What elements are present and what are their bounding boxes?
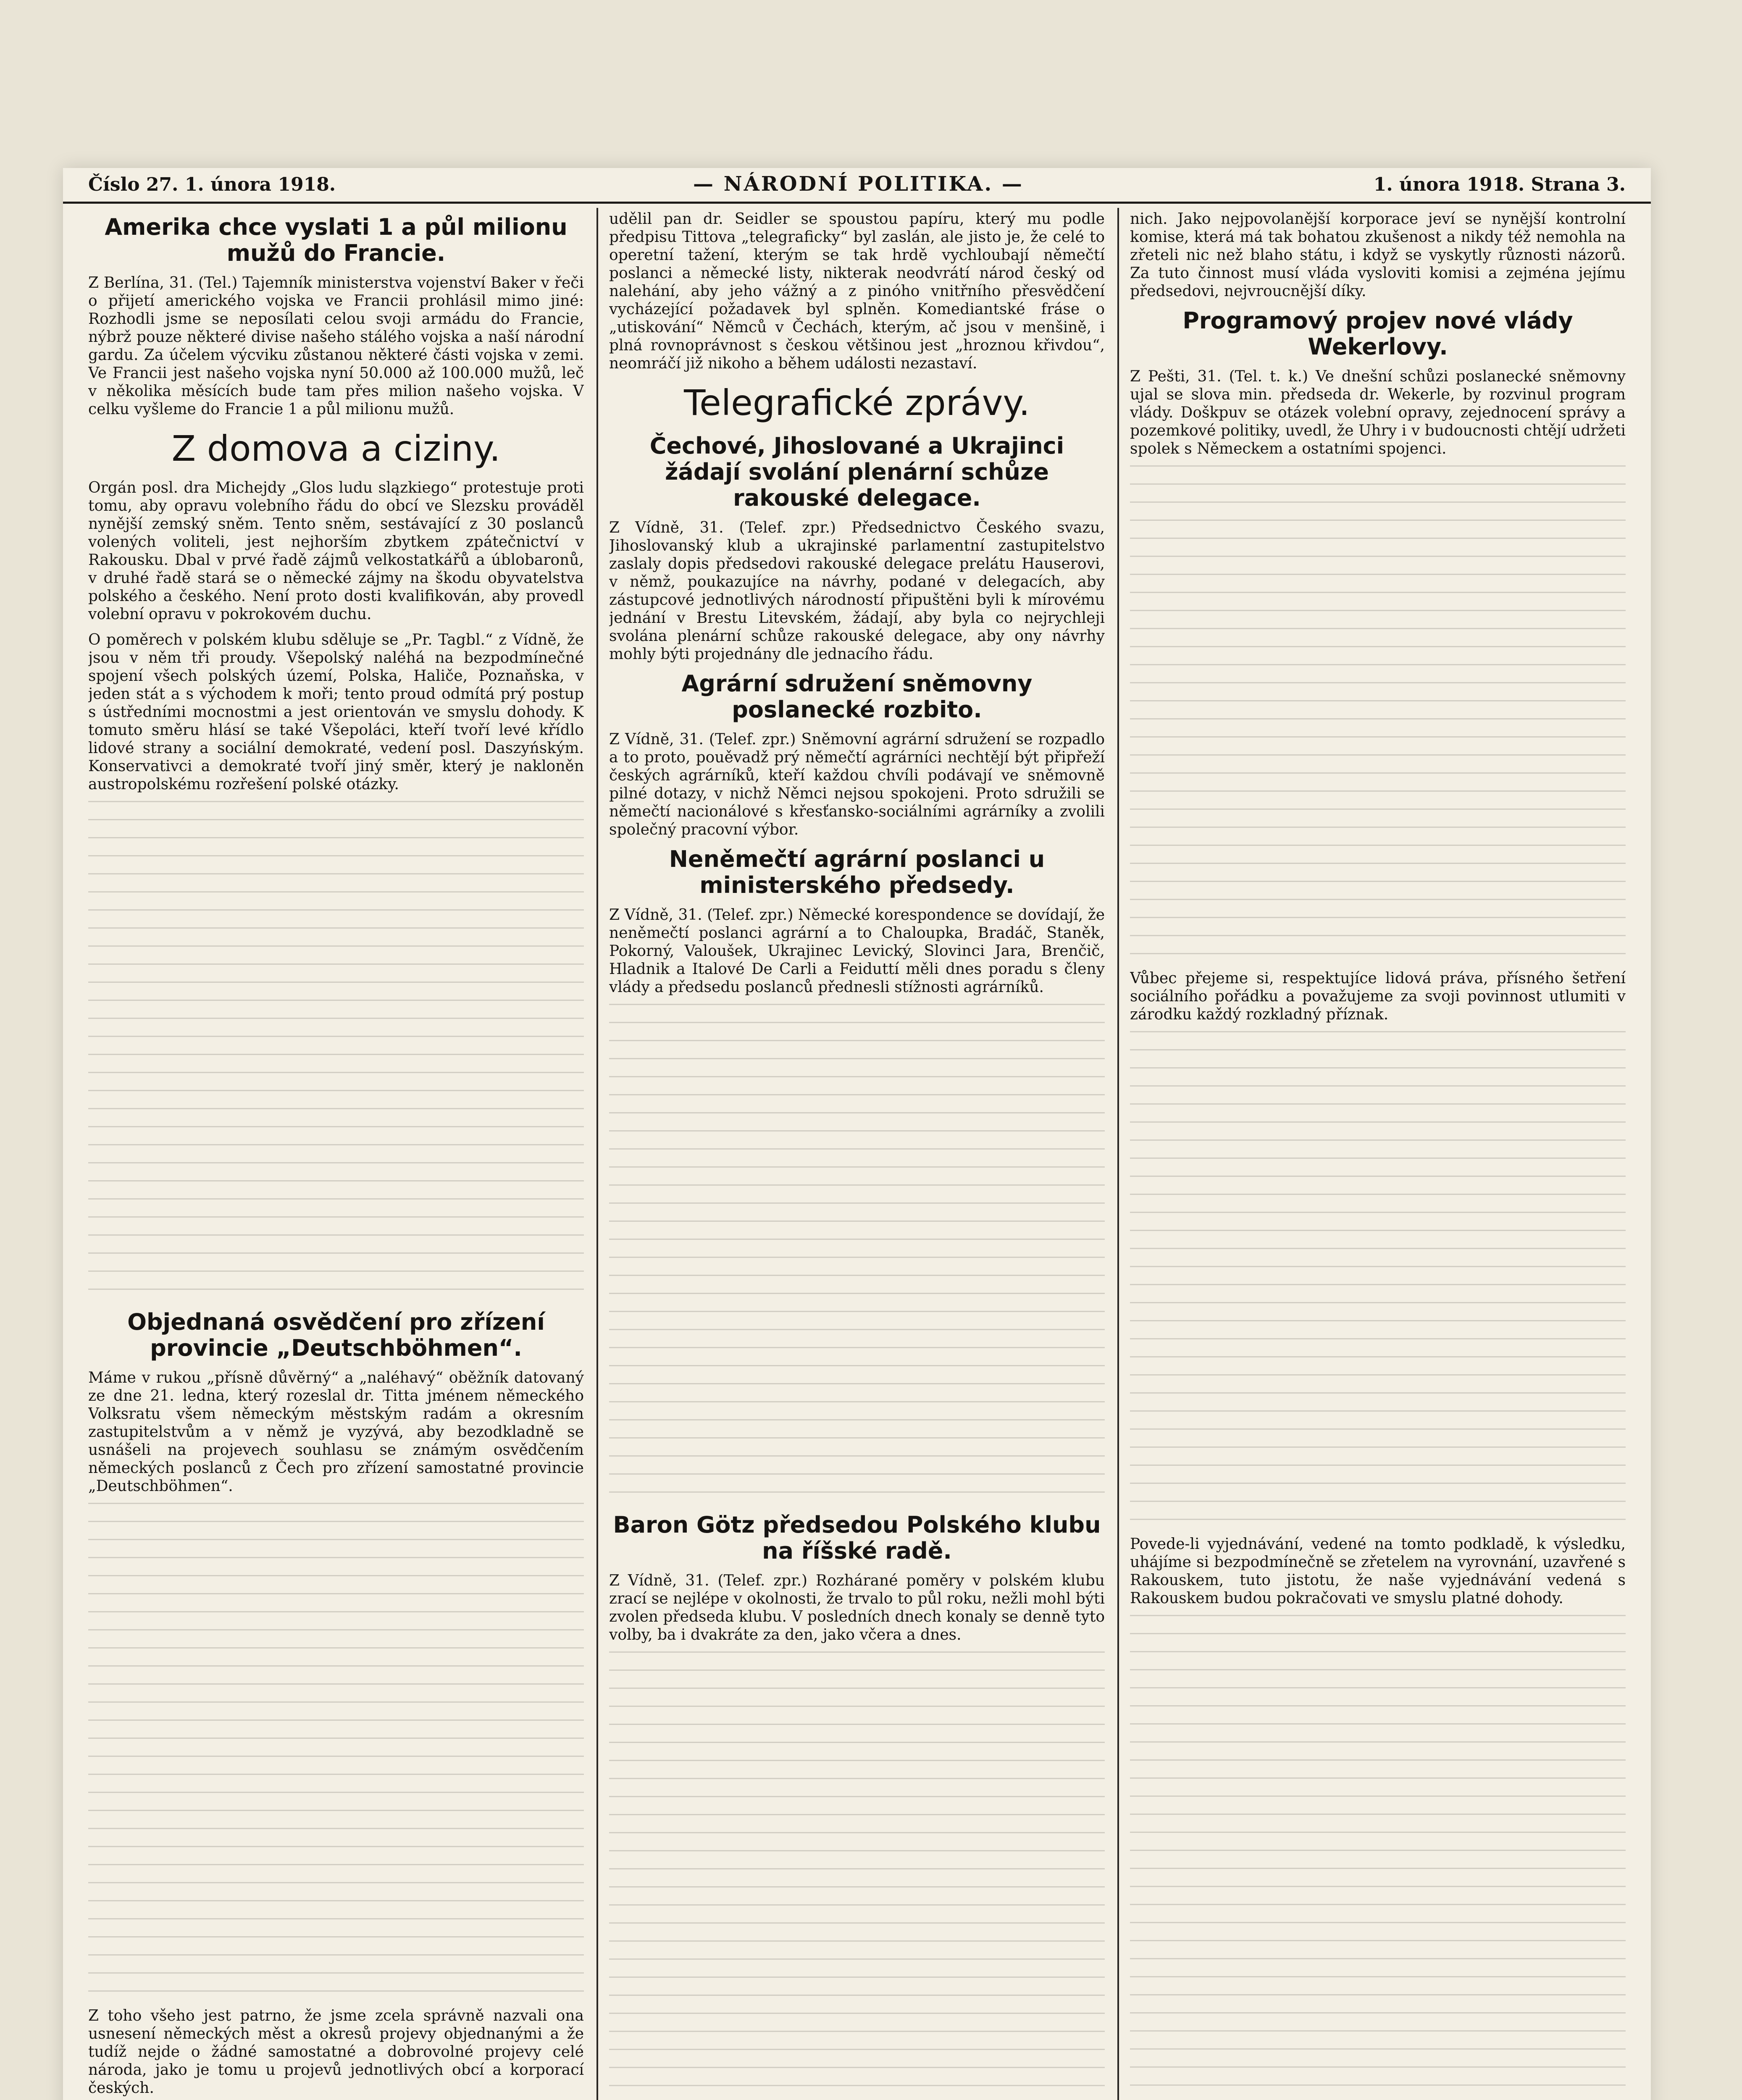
article-text: Z Berlína, 31. (Tel.) Tajemník ministerstva vojenství Baker v řeči o přijetí amerického vojska ve Francii prohlásil mimo jiné: Rozhodli jsme se neposílati celou svoji armádu do Francie, nýbrž pouze některé divise našeho stálého vojska a naší národní gardu. Za účelem výcviku zůstanou některé části vojska v zemi. Ve Francii jest našeho vojska nyní 50.000 až 100.000 mužů, leč v několika měsících bude tam přes milion našeho vojska. V celku vyšleme do Francie 1 a půl milionu mužů. bbox=[88, 274, 584, 418]
article-text: Vůbec přejeme si, respektujíce lidová práva, přísného šetření sociálního pořádku a považujeme za svoji povinnost utlumiti v zárodku každý rozkladný příznak. bbox=[1130, 970, 1626, 1023]
article-title: Neněmečtí agrární poslanci u ministerského předsedy. bbox=[669, 846, 1045, 898]
text-lines bbox=[1130, 1031, 1626, 1535]
article-title: Amerika chce vyslati 1 a půl milionu mužů do Francie. bbox=[105, 214, 568, 266]
page-header bbox=[63, 168, 1651, 204]
column-rule bbox=[1117, 208, 1119, 2100]
article-text: Z Vídně, 31. (Telef. zpr.) Německé korespondence se dovídají, že neněmečtí poslanci agrární a to Chaloupka, Bradáč, Staněk, Pokorný, Valoušek, Ukrajinec Levický, Slovinci Jara, Brenčič, Hladnik a Italové De Carli a Feiduttí měli dnes poradu s členy vlády a předsedu poslanců přednesli stížnosti agrárníků. bbox=[609, 906, 1105, 996]
article-text: Z Pešti, 31. (Tel. t. k.) Ve dnešní schůzi poslanecké sněmovny ujal se slova min. předseda dr. Wekerle, by rozvinul program vlády. Doškpuv se otázek volební opravy, zejednocení správy a pozemkové politiky, uvedl, že Uhry i v budoucnosti chtějí udržeti spolek s Německem a ostatními spojenci. bbox=[1130, 368, 1626, 457]
text-lines bbox=[88, 1503, 584, 2007]
text-lines bbox=[609, 1004, 1105, 1508]
article-text: Z toho všeho jest patrno, že jsme zcela správně nazvali ona usnesení německých měst a okresů projevy objednanými a že tudíž nejde o žádné samostatné a dobrovolné projevy celé národa, jako je tomu u projevů jednotlivých obcí a korporací českých. bbox=[88, 2007, 584, 2097]
section-title: Z domova a ciziny. bbox=[171, 428, 501, 469]
page-number: 1. února 1918. Strana 3. bbox=[1373, 174, 1626, 195]
article-text: Povede-li vyjednávání, vedené na tomto podkladě, k výsledku, uhájíme si bezpodmínečně se zřetelem na vyrovnání, uzavřené s Rakouskem, tuto jistotu, že naše vyjednávání vedená s Rakouskem budou pokračovati ve smyslu platné dohody. bbox=[1130, 1536, 1626, 1607]
text-lines bbox=[88, 801, 584, 1305]
article-title: Objednaná osvědčení pro zřízení provincie „Deutschböhmen“. bbox=[127, 1309, 545, 1361]
column-2 bbox=[609, 210, 1105, 2100]
article-text: Z Vídně, 31. (Telef. zpr.) Sněmovní agrární sdružení se rozpadlo a to proto, pouěvadž prý němečtí agrárníci nechtějí být připřeží českých agrárníků, kteří každou chvíli podávají ve sněmovně pilné dotazy, v nichž Němci nejsou spokojeni. Proto sdružili se němečtí nacionálové s křesťansko-sociálními agrárníky a zvolili společný pracovní výbor. bbox=[609, 731, 1105, 838]
column-1 bbox=[88, 210, 584, 2100]
article-text: nich. Jako nejpovolanější korporace jeví se nynější kontrolní komise, která má tak bohatou zkušenost a nikdy též nemohla na zřeteli nic než blaho státu, i když se vyskytly různosti názorů. Za tuto činnost musí vláda vysloviti komisi a zejména jejímu předsedovi, nejvroucnější díky. bbox=[1130, 210, 1626, 300]
article-text: Z Vídně, 31. (Telef. zpr.) Předsednictvo Českého svazu, Jihoslovanský klub a ukrajinské parlamentní zastupitelstvo zaslaly dopis předsedovi rakouské delegace prelátu Hauserovi, v němž, poukazujíce na návrhy, podané v delegacích, aby zástupcové jednotlivých národností připuštěni byli k mírovému jednání v Brestu Litevském, žádají, aby byla co nejrychleji svolána plenární schůze rakouské delegace, aby ony návrhy mohly býti projednány dle jednacího řádu. bbox=[609, 519, 1105, 663]
newspaper-page bbox=[63, 168, 1651, 2100]
column-3 bbox=[1130, 210, 1626, 2100]
article-title: Programový projev nové vlády Wekerlovy. bbox=[1182, 307, 1573, 360]
article-text: O poměrech v polském klubu sděluje se „Pr. Tagbl.“ z Vídně, že jsou v něm tři proudy. Všepolský naléhá na bezpodmínečné spojení všech polských území, Polska, Haliče, Poznaňska, v jeden stát a s východem k moři; tento proud odmítá prý postup s ústředními mocnostmi a jest orientován ve smyslu dohody. K tomuto směru hlásí se také Všepoláci, kteří tvoří levé křídlo lidové strany a sociální demokraté, vedení posl. Daszyńským. Konservativci a demokraté tvoří jiný směr, který je nakloněn austropolskému rozřešení polské otázky. bbox=[88, 631, 584, 793]
masthead: — NÁRODNÍ POLITIKA. — bbox=[693, 172, 1024, 196]
article-title: Čechové, Jihoslované a Ukrajinci žádají svolání plenární schůze rakouské delegace. bbox=[649, 433, 1064, 511]
text-lines bbox=[1130, 465, 1626, 969]
article-title: Baron Götz předsedou Polského klubu na říšské radě. bbox=[613, 1512, 1101, 1564]
article-text: udělil pan dr. Seidler se spoustou papíru, který mu podle předpisu Tittova „telegraficky“ byl zaslán, ale jisto je, že celé to operetní tažení, kterým se tak hrdě vychloubají němečtí poslanci a německé listy, nikterak neodvrátí národ český od nalehání, aby jeho vážný a z pinóho vnitřního přesvědčení vycházející požadavek byl splněn. Komediantské fráse o „utiskování“ Němců v Čechách, kterým, ač jsou v menšině, i plná rovnoprávnost s českou většinou jest „hroznou křivdou“, neomráčí již nikoho a během události nezastaví. bbox=[609, 210, 1105, 372]
text-lines bbox=[609, 1651, 1105, 2100]
section-title: Telegrafické zprávy. bbox=[684, 382, 1030, 423]
article-title: Agrární sdružení sněmovny poslanecké rozbito. bbox=[681, 670, 1033, 723]
article-text: Máme v rukou „přísně důvěrný“ a „naléhavý“ oběžník datovaný ze dne 21. ledna, který rozeslal dr. Titta jménem německého Volksratu všem německým městským radám a okresním zastupitelstvům a v němž je vyzývá, aby bezodkladně se usnášeli na projevech souhlasu se známým osvědčením německých poslanců z Čech pro zřízení samostatné provincie „Deutschböhmen“. bbox=[88, 1369, 584, 1495]
article-text: Orgán posl. dra Michejdy „Glos ludu slązkiego“ protestuje proti tomu, aby opravu volebního řádu do obcí ve Slezsku prováděl nynější zemský sněm. Tento sněm, sestávající z 30 poslanců volených voliteli, jest nejhorším zbytkem zpátečnictví v Rakousku. Dbal v prvé řadě zájmů velkostatkářů a úblobaronů, v druhé řadě stará se o německé zájmy na škodu obyvatelstva polského a českého. Není proto dosti kvalifikován, aby provedl volební opravu v pokrokovém duchu. bbox=[88, 479, 584, 623]
text-lines bbox=[1130, 1615, 1626, 2100]
issue-date: Číslo 27. 1. února 1918. bbox=[88, 174, 336, 195]
article-text: Z Vídně, 31. (Telef. zpr.) Rozhárané poměry v polském klubu zrací se nejlépe v okolnosti, že trvalo to půl roku, nežli mohl býti zvolen předseda klubu. V posledních dnech konaly se denně tyto volby, ba i dvakráte za den, jako včera a dnes. bbox=[609, 1572, 1105, 1643]
column-rule bbox=[596, 208, 598, 2100]
